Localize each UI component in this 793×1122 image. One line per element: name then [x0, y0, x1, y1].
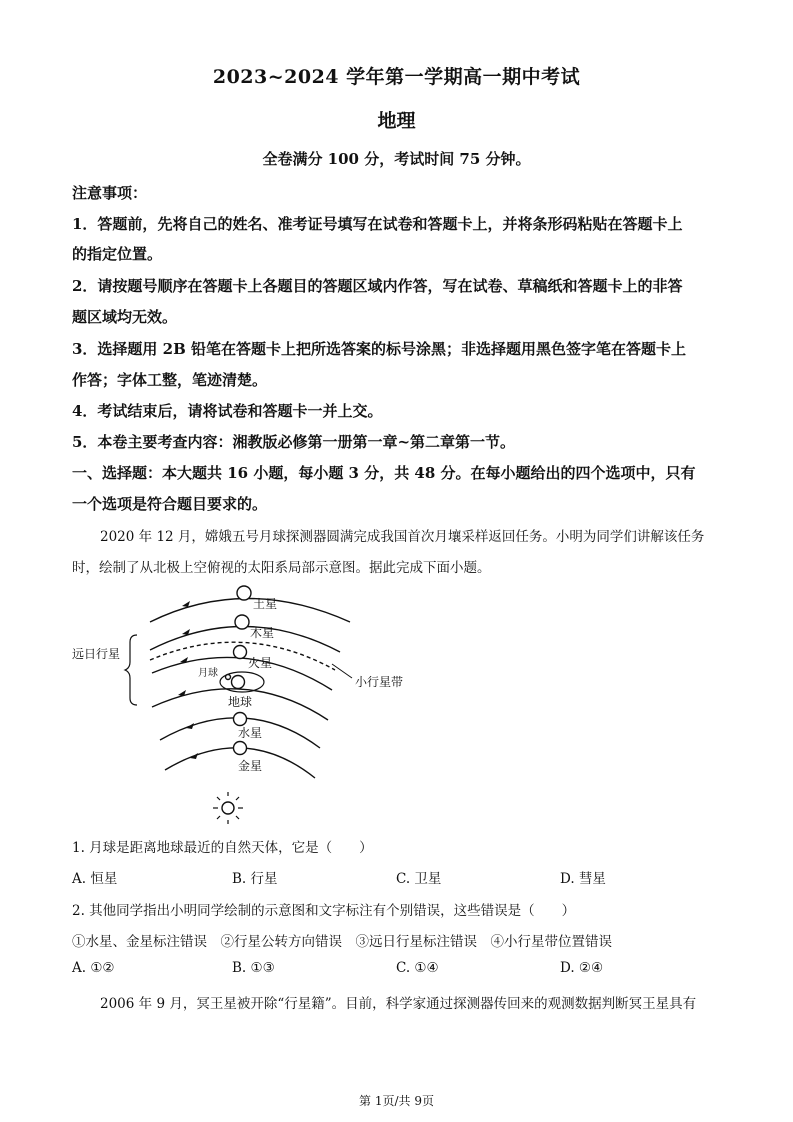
question-2-option-d: D. ②④: [560, 960, 604, 976]
notes-line: 4．考试结束后，请将试卷和答题卡一并上交。: [72, 402, 383, 420]
notes-line: 3．选择题用 2B 铅笔在答题卡上把所选答案的标号涂黑；非选择题用黑色签字笔在答题卡上: [72, 340, 687, 358]
saturn-icon: [237, 586, 251, 600]
question-1-option-c: C. 卫星: [396, 871, 442, 887]
asteroid-belt-label: 小行星带: [355, 675, 404, 689]
question-1-option-b: B. 行星: [232, 871, 278, 887]
jupiter-icon: [235, 615, 249, 629]
question-1-option-a: A. 恒星: [72, 871, 118, 887]
subject-title: 地理: [377, 110, 416, 132]
passage-line: 2020 年 12 月，嫦娥五号月球探测器圆满完成我国首次月壤采样返回任务。小明为同学们讲解该任务: [100, 529, 705, 545]
saturn-label: 土星: [253, 597, 278, 611]
sun-icon: [222, 802, 234, 814]
question-1-stem: 1. 月球是距离地球最近的自然天体，它是（ ）: [72, 840, 373, 856]
passage-line: 2006 年 9 月，冥王星被开除“行星籍”。目前，科学家通过探测器传回来的观测数据判断冥王星具有: [100, 996, 697, 1012]
mercury-icon: [234, 713, 247, 726]
venus-label: 金星: [238, 759, 263, 773]
saturn-orbit: [150, 599, 350, 623]
outer-planets-label: 远日行星: [72, 647, 121, 661]
question-2-option-c: C. ①④: [396, 960, 439, 976]
earth-label: 地球: [228, 695, 253, 709]
question-2-option-a: A. ①②: [72, 960, 115, 976]
notes-line: 题区域均无效。: [72, 308, 178, 326]
question-2-stem: 2. 其他同学指出小明同学绘制的示意图和文字标注有个别错误，这些错误是（ ）: [72, 903, 576, 919]
notes-heading: 注意事项：: [72, 184, 148, 202]
moon-icon: [226, 675, 231, 680]
exam-title: 2023~2024 学年第一学期高一期中考试: [212, 66, 581, 88]
asteroid-belt-pointer: [332, 664, 352, 678]
question-2-statements: ①水星、金星标注错误 ②行星公转方向错误 ③远日行星标注错误 ④小行星带位置错误: [72, 934, 612, 950]
question-1-option-d: D. 彗星: [560, 871, 606, 887]
mars-icon: [234, 646, 247, 659]
orbit-arrow-icon: [186, 723, 194, 729]
orbit-arrow-icon: [190, 753, 198, 759]
jupiter-label: 木星: [250, 626, 275, 640]
mars-label: 火星: [248, 656, 273, 670]
earth-icon: [232, 676, 245, 689]
notes-line: 5．本卷主要考查内容：湘教版必修第一册第一章~第二章第一节。: [72, 433, 516, 451]
orbit-arrow-icon: [182, 601, 190, 607]
passage-line: 时，绘制了从北极上空俯视的太阳系局部示意图。据此完成下面小题。: [72, 560, 491, 576]
notes-line: 2．请按题号顺序在答题卡上各题目的答题区域内作答，写在试卷、草稿纸和答题卡上的非答: [72, 277, 683, 295]
notes-line: 作答；字体工整，笔迹清楚。: [72, 371, 268, 389]
section-heading: 一、选择题：本大题共 16 小题，每小题 3 分，共 48 分。在每小题给出的四个选项中，只有: [72, 464, 696, 482]
mercury-label: 水星: [238, 726, 263, 740]
exam-info: 全卷满分 100 分，考试时间 75 分钟。: [262, 150, 531, 168]
question-2-option-b: B. ①③: [232, 960, 275, 976]
page-number: 第 1页/共 9页: [359, 1094, 434, 1108]
moon-label: 月球: [198, 668, 218, 679]
notes-line: 1．答题前，先将自己的姓名、准考证号填写在试卷和答题卡上，并将条形码粘贴在答题卡上: [72, 215, 683, 233]
solar-system-diagram: [70, 580, 430, 830]
notes-line: 的指定位置。: [72, 245, 163, 263]
section-heading: 一个选项是符合题目要求的。: [72, 495, 268, 513]
venus-icon: [234, 742, 247, 755]
outer-planets-brace: [125, 635, 137, 705]
